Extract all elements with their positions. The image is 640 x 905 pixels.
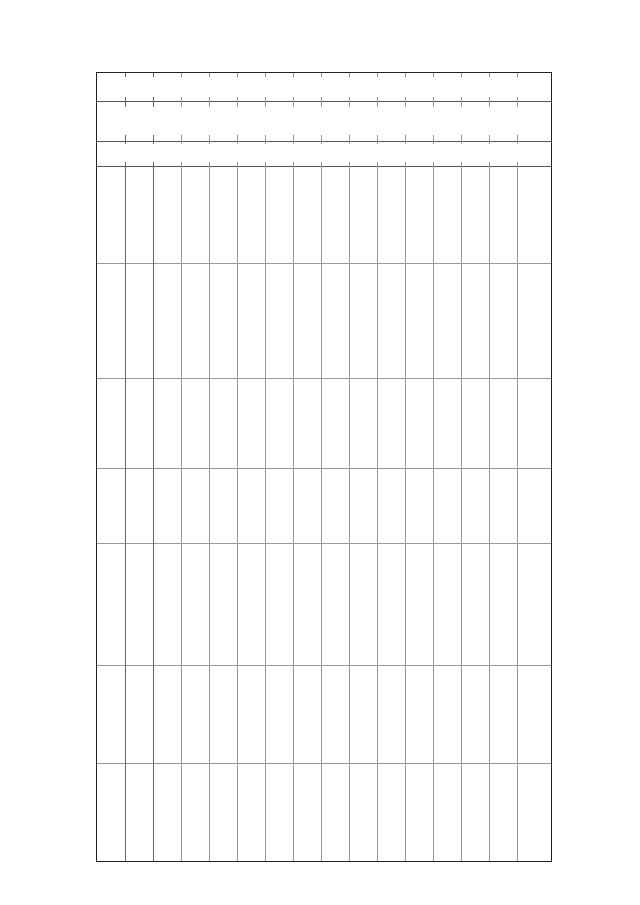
- row-divider-6: [97, 763, 551, 764]
- col-divider-3: [181, 73, 182, 861]
- row-divider-4: [97, 543, 551, 544]
- col-divider-1: [125, 73, 126, 861]
- col-divider-2: [153, 73, 154, 861]
- row-divider-2: [97, 378, 551, 379]
- col-divider-8: [321, 73, 322, 861]
- row-divider-3: [97, 468, 551, 469]
- col-divider-5: [237, 73, 238, 861]
- header-group-codes: [101, 77, 549, 97]
- rotated-table: [96, 72, 552, 862]
- col-divider-10: [377, 73, 378, 861]
- header-group-subheader: [101, 144, 549, 162]
- header-group-years: [101, 107, 549, 135]
- page-number: [66, 446, 90, 460]
- col-divider-12: [433, 73, 434, 861]
- col-divider-15: [517, 73, 518, 861]
- col-divider-9: [349, 73, 350, 861]
- row-divider-1: [97, 263, 551, 264]
- header-divider-top: [97, 101, 551, 102]
- header-divider-sub: [97, 166, 551, 167]
- col-divider-11: [405, 73, 406, 861]
- col-divider-6: [265, 73, 266, 861]
- col-divider-13: [461, 73, 462, 861]
- col-divider-14: [489, 73, 490, 861]
- header-divider-main: [97, 141, 551, 142]
- col-divider-4: [209, 73, 210, 861]
- col-divider-7: [293, 73, 294, 861]
- row-divider-5: [97, 665, 551, 666]
